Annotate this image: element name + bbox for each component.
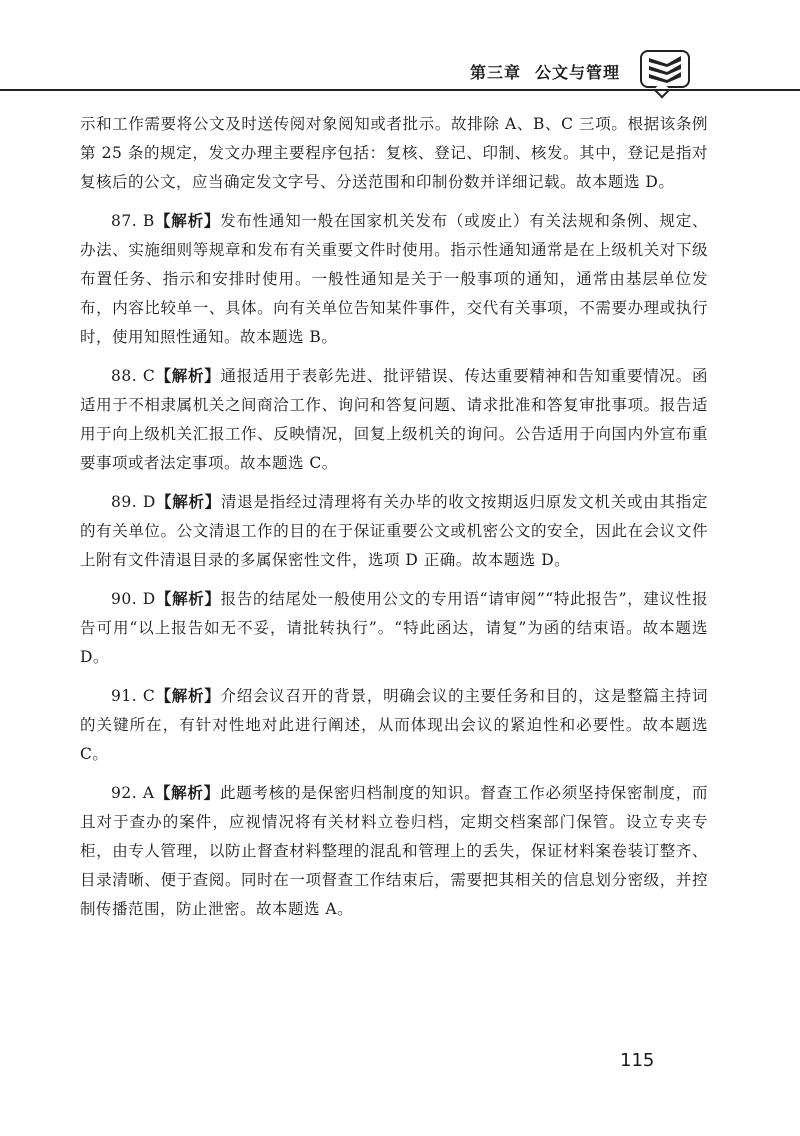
page-body	[80, 110, 708, 934]
paragraph-text: 介绍会议召开的背景，明确会议的主要任务和目的，这是整篇主持词的关键所在，有针对性地对此进行阐述，从而体现出会议的紧迫性和必要性。故本题选 C。	[80, 687, 708, 763]
answer-number: 91. C	[111, 687, 156, 705]
paragraph-text: 示和工作需要将公文及时送传阅对象阅知或者批示。故排除 A、B、C 三项。根据该条例第 25 条的规定，发文办理主要程序包括：复核、登记、印制、核发。其中，登记是指对复核后的公文，应当确定发文字号、分送范围和印制份数并详细记载。故本题选 D。	[80, 115, 708, 191]
answer-89	[80, 488, 708, 575]
books-icon	[640, 50, 690, 88]
chapter-heading	[470, 58, 634, 88]
analysis-tag: 【解析】	[155, 590, 221, 608]
header-divider	[0, 89, 800, 91]
answer-92	[80, 779, 708, 924]
paragraph-text: 报告的结尾处一般使用公文的专用语“请审阅”“特此报告”，建议性报告可用“以上报告如无不妥，请批转执行”。“特此函达，请复”为函的结束语。故本题选 D。	[80, 590, 708, 666]
answer-91	[80, 682, 708, 769]
paragraph-text: 此题考核的是保密归档制度的知识。督查工作必须坚持保密制度，而且对于查办的案件，应视情况将有关材料立卷归档，定期交档案部门保管。设立专夹专柜，由专人管理，以防止督查材料整理的混乱和管理上的丢失，保证材料案卷装订整齐、目录清晰、便于查阅。同时在一项督查工作结束后，需要把其相关的信息划分密级，并控制传播范围，防止泄密。故本题选 A。	[80, 784, 708, 918]
paragraph-text: 通报适用于表彰先进、批评错误、传达重要精神和告知重要情况。函适用于不相隶属机关之间商洽工作、询问和答复问题、请求批准和答复审批事项。报告适用于向上级机关汇报工作、反映情况，回复上级机关的询问。公告适用于向国内外宣布重要事项或者法定事项。故本题选 C。	[80, 367, 708, 472]
answer-number: 87. B	[111, 212, 155, 230]
answer-88	[80, 362, 708, 478]
paragraph-text: 发布性通知一般在国家机关发布（或废止）有关法规和条例、规定、办法、实施细则等规章和发布有关重要文件时使用。指示性通知通常是在上级机关对下级布置任务、指示和安排时使用。一般性通知是关于一般事项的通知，通常由基层单位发布，内容比较单一、具体。向有关单位告知某件事件，交代有关事项，不需要办理或执行时，使用知照性通知。故本题选 B。	[80, 212, 708, 346]
answer-number: 92. A	[111, 784, 155, 802]
answer-number: 89. D	[111, 493, 156, 511]
analysis-tag: 【解析】	[154, 212, 221, 230]
page-header	[0, 0, 800, 100]
analysis-tag: 【解析】	[154, 784, 220, 802]
page-number: 115	[620, 1050, 655, 1071]
answer-number: 88. C	[111, 367, 156, 385]
analysis-tag: 【解析】	[155, 367, 221, 385]
paragraph-continuation	[80, 110, 708, 197]
answer-87	[80, 207, 708, 352]
answer-90	[80, 585, 708, 672]
chapter-title: 公文与管理	[535, 63, 621, 82]
analysis-tag: 【解析】	[155, 687, 221, 705]
answer-number: 90. D	[111, 590, 156, 608]
chapter-number: 第三章	[470, 63, 522, 82]
paragraph-text: 清退是指经过清理将有关办毕的收文按期返归原发文机关或由其指定的有关单位。公文清退工作的目的在于保证重要公文或机密公文的安全，因此在会议文件上附有文件清退目录的多属保密性文件，选项 D 正确。故本题选 D。	[80, 493, 708, 569]
analysis-tag: 【解析】	[155, 493, 221, 511]
